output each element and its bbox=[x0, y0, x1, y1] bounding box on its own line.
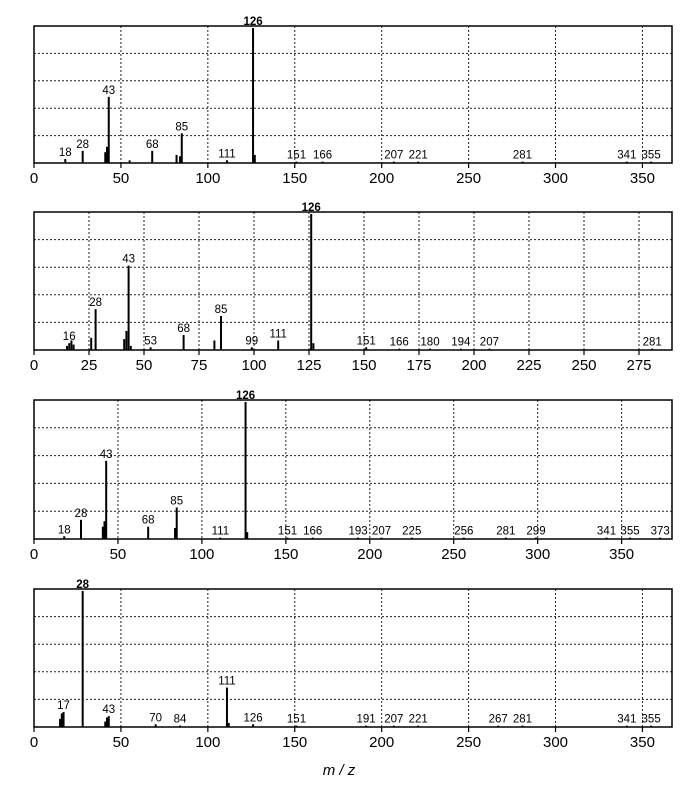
peak-label: 18 bbox=[58, 146, 72, 159]
peak-label: 207 bbox=[371, 525, 392, 538]
x-tick-label: 100 bbox=[195, 734, 221, 751]
peak-label: 17 bbox=[57, 700, 70, 713]
x-axis-title: m / z bbox=[322, 762, 356, 779]
x-tick-label: 350 bbox=[629, 170, 655, 187]
spectrum-panel bbox=[30, 579, 672, 751]
peak-label: 373 bbox=[650, 525, 670, 538]
peak-label: 341 bbox=[617, 713, 637, 726]
peak-label: 43 bbox=[102, 704, 116, 717]
peak-label: 151 bbox=[277, 525, 298, 538]
x-tick-label: 200 bbox=[369, 170, 395, 187]
peak-label: 53 bbox=[144, 335, 157, 348]
peak-label: 166 bbox=[312, 149, 333, 162]
x-tick-label: 200 bbox=[357, 546, 383, 563]
peak-label: 299 bbox=[526, 525, 546, 538]
plot-frame bbox=[34, 400, 672, 539]
peak-label: 68 bbox=[177, 323, 190, 336]
peak-label: 207 bbox=[384, 713, 404, 726]
peak-label: 84 bbox=[173, 713, 187, 726]
x-tick-label: 300 bbox=[525, 546, 551, 563]
x-tick-label: 250 bbox=[456, 170, 482, 187]
x-tick-label: 150 bbox=[282, 170, 308, 187]
peak-label: 28 bbox=[76, 138, 90, 151]
spectrum-panel bbox=[30, 202, 672, 374]
peak-label: 126 bbox=[243, 712, 263, 725]
peak-label: 267 bbox=[488, 713, 508, 726]
x-tick-label: 150 bbox=[273, 546, 299, 563]
peak-label: 111 bbox=[218, 675, 236, 688]
peak-label: 281 bbox=[642, 336, 662, 349]
spectrum-panel bbox=[30, 16, 672, 187]
x-tick-label: 150 bbox=[282, 734, 308, 751]
peak-label: 126 bbox=[235, 390, 256, 402]
peak-label: 151 bbox=[286, 149, 307, 162]
x-tick-label: 0 bbox=[29, 170, 39, 187]
x-tick-label: 250 bbox=[441, 546, 467, 563]
peak-label: 43 bbox=[102, 84, 116, 97]
x-tick-label: 350 bbox=[629, 734, 655, 751]
peak-label: 166 bbox=[303, 525, 323, 538]
peak-label: 28 bbox=[76, 579, 90, 591]
x-tick-label: 0 bbox=[29, 546, 39, 563]
peak-label: 85 bbox=[214, 304, 228, 316]
x-tick-label: 300 bbox=[543, 734, 569, 751]
peak-label: 207 bbox=[479, 336, 499, 349]
peak-label: 281 bbox=[512, 149, 533, 162]
peak-label: 68 bbox=[145, 138, 159, 151]
peak-label: 180 bbox=[420, 336, 440, 349]
peak-label: 355 bbox=[620, 525, 640, 538]
peak-label: 355 bbox=[641, 713, 661, 726]
x-tick-label: 100 bbox=[241, 357, 267, 374]
peak-label: 281 bbox=[512, 713, 533, 726]
peak-label: 207 bbox=[384, 149, 404, 162]
peak-label: 341 bbox=[617, 149, 637, 162]
peak-label: 355 bbox=[641, 149, 661, 162]
peak-label: 85 bbox=[175, 121, 189, 134]
peak-label: 28 bbox=[74, 507, 88, 520]
peak-label: 341 bbox=[596, 525, 617, 538]
x-tick-label: 75 bbox=[190, 357, 208, 374]
x-tick-label: 250 bbox=[571, 357, 597, 374]
x-tick-label: 125 bbox=[296, 357, 322, 374]
plot-frame bbox=[34, 212, 672, 350]
plot-frame bbox=[34, 26, 672, 163]
x-tick-label: 300 bbox=[543, 170, 569, 187]
x-tick-label: 25 bbox=[80, 357, 98, 374]
peak-label: 151 bbox=[286, 713, 307, 726]
peak-label: 18 bbox=[57, 524, 71, 537]
peak-label: 126 bbox=[301, 202, 321, 214]
x-tick-label: 250 bbox=[456, 734, 482, 751]
x-tick-label: 175 bbox=[406, 357, 432, 374]
x-tick-label: 0 bbox=[29, 357, 39, 374]
peak-label: 193 bbox=[348, 525, 368, 538]
x-tick-label: 150 bbox=[351, 357, 377, 374]
x-tick-label: 0 bbox=[29, 734, 39, 751]
x-tick-label: 50 bbox=[112, 734, 130, 751]
x-tick-label: 50 bbox=[109, 546, 127, 563]
x-tick-label: 200 bbox=[369, 734, 395, 751]
peak-label: 256 bbox=[454, 525, 474, 538]
x-tick-label: 100 bbox=[189, 546, 215, 563]
x-tick-label: 350 bbox=[609, 546, 635, 563]
x-tick-label: 225 bbox=[516, 357, 542, 374]
peak-label: 43 bbox=[122, 253, 135, 266]
peak-label: 151 bbox=[356, 335, 376, 348]
peak-label: 85 bbox=[170, 495, 184, 508]
x-tick-label: 100 bbox=[195, 170, 221, 187]
peak-label: 28 bbox=[89, 297, 102, 310]
spectrum-panel bbox=[30, 390, 672, 563]
peak-label: 221 bbox=[408, 149, 428, 162]
peak-label: 111 bbox=[211, 525, 230, 538]
peak-label: 43 bbox=[99, 448, 113, 461]
peak-label: 68 bbox=[141, 514, 155, 527]
peak-label: 16 bbox=[62, 331, 76, 344]
peak-label: 126 bbox=[243, 16, 263, 28]
peak-label: 70 bbox=[149, 712, 163, 725]
x-tick-label: 200 bbox=[461, 357, 487, 374]
x-tick-label: 50 bbox=[135, 357, 153, 374]
x-tick-label: 275 bbox=[626, 357, 652, 374]
peak-label: 166 bbox=[389, 336, 409, 349]
peak-label: 111 bbox=[269, 328, 287, 341]
x-tick-label: 50 bbox=[112, 170, 130, 187]
peak-label: 194 bbox=[451, 336, 471, 349]
peak-label: 111 bbox=[218, 148, 236, 161]
peak-label: 99 bbox=[245, 335, 259, 348]
peak-label: 221 bbox=[408, 713, 428, 726]
peak-label: 191 bbox=[356, 713, 376, 726]
plot-frame bbox=[34, 589, 672, 727]
peak-label: 225 bbox=[402, 525, 422, 538]
peak-label: 281 bbox=[496, 525, 516, 538]
